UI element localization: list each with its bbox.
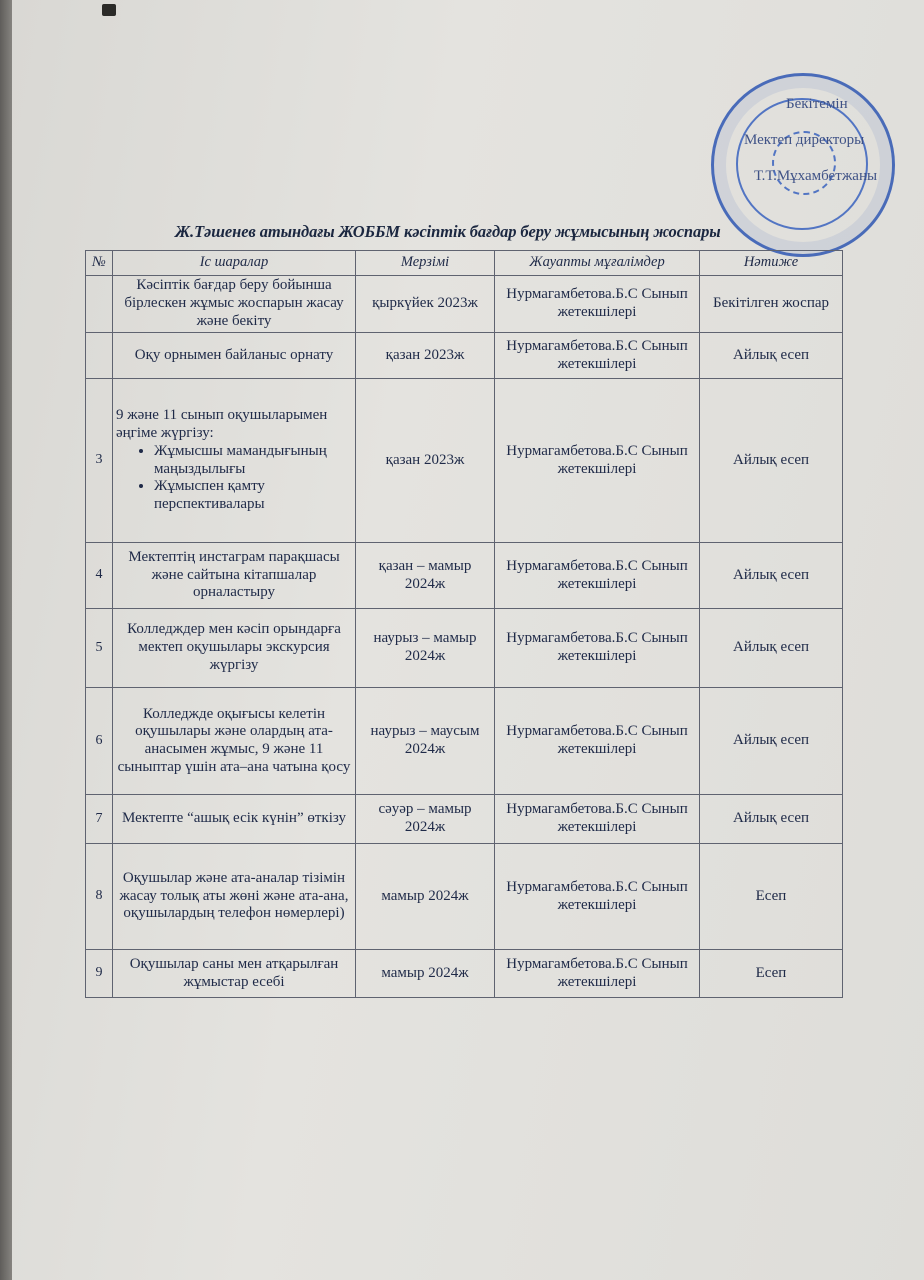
row-number: 7 (86, 795, 113, 844)
row-number: 3 (86, 379, 113, 543)
row-date: сәуәр – мамыр 2024ж (356, 795, 495, 844)
table-row (86, 795, 843, 844)
row-date: қазан – мамыр 2024ж (356, 543, 495, 609)
stamp-signature-name: Т.Т.Мұхамбетжаны (754, 168, 878, 184)
row-number: 4 (86, 543, 113, 609)
row-date: наурыз – мамыр 2024ж (356, 609, 495, 688)
stamp-director-label: Мектеп директоры (744, 132, 865, 148)
table-row (86, 844, 843, 950)
row-event: Колледждер мен кәсіп орындарға мектеп оқушылары экскурсия жүргізу (113, 609, 356, 688)
row-event: Оқу орнымен байланыс орнату (113, 333, 356, 379)
table-row (86, 950, 843, 998)
row-responsible: Нурмагамбетова.Б.С Сынып жетекшілері (495, 795, 700, 844)
binder-clip (102, 4, 116, 16)
row-event: Мектепте “ашық есік күнін” өткізу (113, 795, 356, 844)
row-event-with-list (113, 379, 356, 543)
row-responsible: Нурмагамбетова.Б.С Сынып жетекшілері (495, 950, 700, 998)
table-row (86, 276, 843, 333)
row-date: мамыр 2024ж (356, 950, 495, 998)
header-result: Нәтиже (700, 251, 843, 276)
row-event: Кәсіптік бағдар беру бойынша бірлескен жұмыс жоспарын жасау және бекіту (113, 276, 356, 333)
row-responsible: Нурмагамбетова.Б.С Сынып жетекшілері (495, 543, 700, 609)
row-event: Оқушылар саны мен атқарылған жұмыстар есебі (113, 950, 356, 998)
table-row (86, 688, 843, 795)
row-date: наурыз – маусым 2024ж (356, 688, 495, 795)
row-result: Айлық есеп (700, 795, 843, 844)
row-number: 8 (86, 844, 113, 950)
row-responsible: Нурмагамбетова.Б.С Сынып жетекшілері (495, 379, 700, 543)
row-date: қазан 2023ж (356, 333, 495, 379)
row-result: Айлық есеп (700, 609, 843, 688)
table-row (86, 379, 843, 543)
row-date: мамыр 2024ж (356, 844, 495, 950)
table-row (86, 543, 843, 609)
row-event: Мектептің инстаграм парақшасы және сайтына кітапшалар орналастыру (113, 543, 356, 609)
row-result: Айлық есеп (700, 543, 843, 609)
row-responsible: Нурмагамбетова.Б.С Сынып жетекшілері (495, 276, 700, 333)
list-item: • Жұмыспен қамту перспективалары (154, 478, 352, 513)
header-deadline: Мерзімі (356, 251, 495, 276)
row-result: Есеп (700, 844, 843, 950)
event-bullet-list (116, 443, 352, 514)
row-event: Колледжде оқығысы келетін оқушылары және олардың ата-анасымен жұмыс, 9 және 11 сыныптар үшін ата–ана чатына қосу (113, 688, 356, 795)
header-events: Іс шаралар (113, 251, 356, 276)
career-guidance-plan-table (85, 250, 843, 998)
row-result: Бекітілген жоспар (700, 276, 843, 333)
row-result: Айлық есеп (700, 688, 843, 795)
row-number: 9 (86, 950, 113, 998)
header-number: № (86, 251, 113, 276)
row-responsible: Нурмагамбетова.Б.С Сынып жетекшілері (495, 844, 700, 950)
list-item: • Жұмысшы мамандығының маңыздылығы (154, 443, 352, 478)
row-event: 9 және 11 сынып оқушыларымен әңгіме жүргізу: (116, 407, 328, 442)
row-number (86, 333, 113, 379)
row-number: 5 (86, 609, 113, 688)
table-row (86, 609, 843, 688)
row-responsible: Нурмагамбетова.Б.С Сынып жетекшілері (495, 609, 700, 688)
header-responsible: Жауапты мұғалімдер (495, 251, 700, 276)
table-row (86, 333, 843, 379)
row-result: Есеп (700, 950, 843, 998)
stamp-approve-label: Бекітемін (786, 96, 848, 112)
row-date: қазан 2023ж (356, 379, 495, 543)
row-result: Айлық есеп (700, 333, 843, 379)
table-header-row (86, 251, 843, 276)
row-event: Оқушылар және ата-аналар тізімін жасау толық аты жөні және ата-ана, оқушылардың телефон нөмерлері) (113, 844, 356, 950)
row-date: қыркүйек 2023ж (356, 276, 495, 333)
row-number: 6 (86, 688, 113, 795)
document-title: Ж.Тәшенев атындағы ЖОББМ кәсіптік бағдар беру жұмысының жоспары (175, 222, 721, 241)
row-responsible: Нурмагамбетова.Б.С Сынып жетекшілері (495, 333, 700, 379)
row-number (86, 276, 113, 333)
row-responsible: Нурмагамбетова.Б.С Сынып жетекшілері (495, 688, 700, 795)
row-result: Айлық есеп (700, 379, 843, 543)
